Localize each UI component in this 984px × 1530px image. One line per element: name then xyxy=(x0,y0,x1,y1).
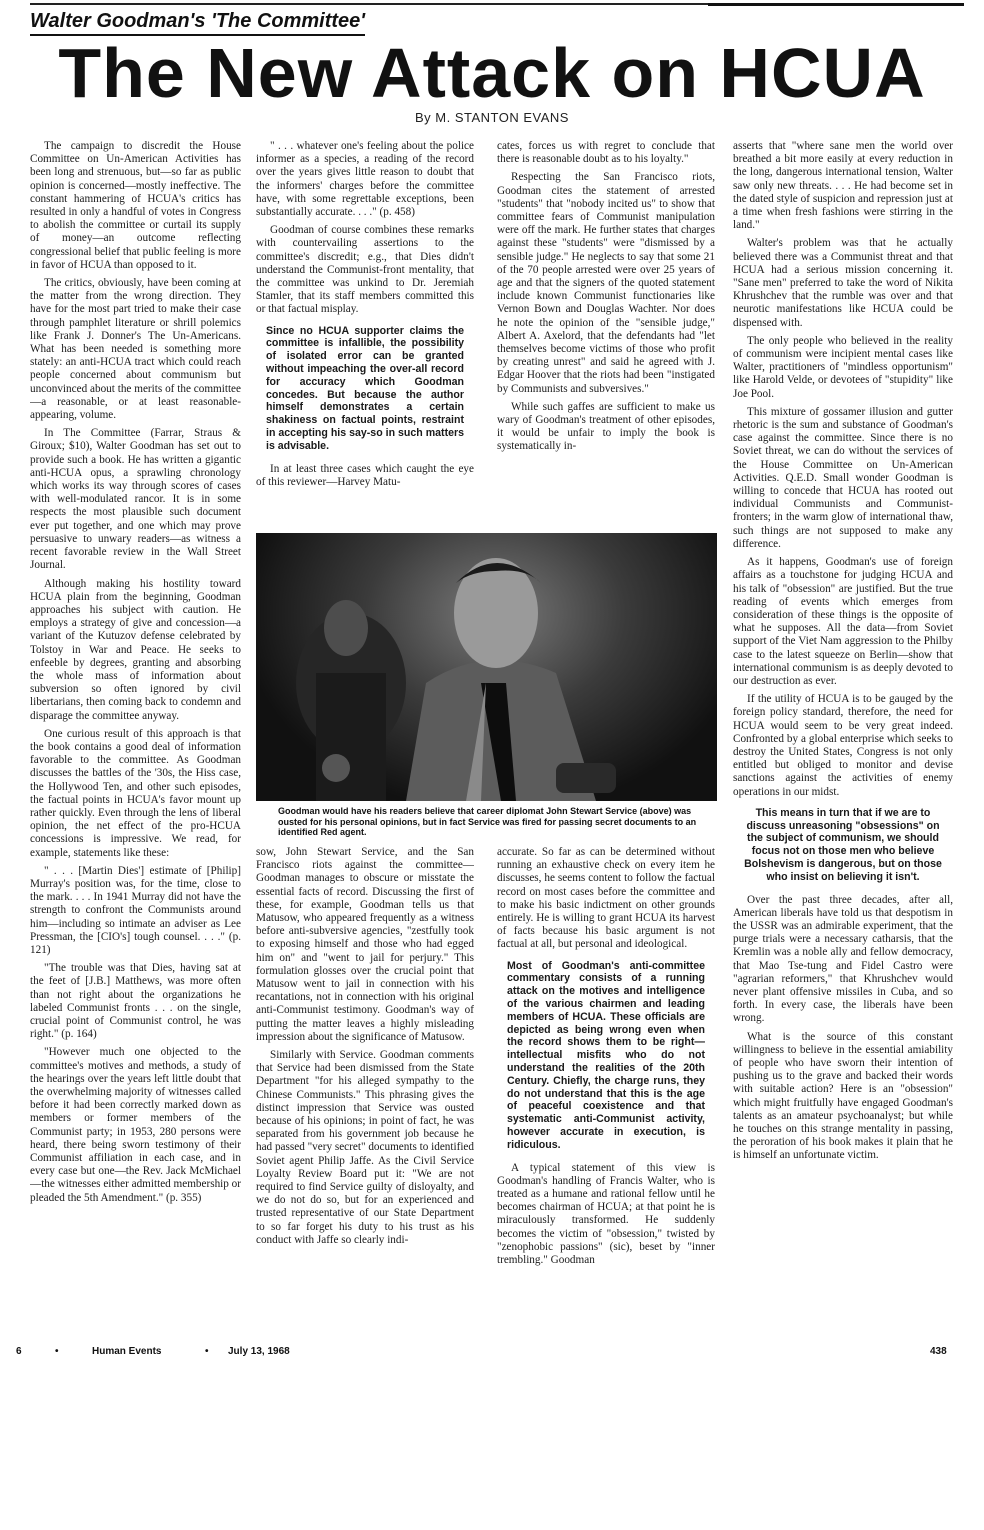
page-title: The New Attack on HCUA xyxy=(58,34,926,112)
paragraph: sow, John Stewart Service, and the San Francisco riots against the committee—Goodman manages to obscure or misstate the essential facts of record. Discussing the first of these, for example, Goodman tells us that Matusow, who appeared frequently as a witness before anti-subversive agencies, "zestfully took to exposing himself and those who had egged him on" and "went to jail for perjury." This formulation glosses over the crucial point that Matusow went to jail in connection with his recantations, not in connection with his original anti-Communist testimony. Goodman's way of putting the matter leaves a highly misleading impression about the significance of Matusow. xyxy=(256,846,474,1043)
footer-bullet: • xyxy=(55,1346,59,1357)
column-2-bottom xyxy=(256,846,474,1330)
column-4 xyxy=(733,140,953,1330)
paragraph: accurate. So far as can be determined without running an exhaustive check on every item he discusses, he seems content to follow the factual record on most cases before the committee and to make his basic indictment on other grounds entirely. He is willing to grant HCUA its harvest of facts because his basic argument is not factual at all, but personal and ideological. xyxy=(497,846,715,951)
paragraph: While such gaffes are sufficient to make us wary of Goodman's treatment of other episodes, it would be unfair to imply the book is systematically in- xyxy=(497,400,715,453)
quote-paragraph: "The trouble was that Dies, having sat at the feet of [J.B.] Matthews, was more often than not right about the organizations he labeled Communist fronts . . . on the single, crucial point of Communist control, he was right." (p. 164) xyxy=(30,962,241,1041)
column-1 xyxy=(30,140,241,1330)
paragraph: asserts that "where sane men the world over breathed a bit more easily at every reduction in the long, dangerous international tension, Walter saw only new threats. . . . He had become set in the dated style of suspicion and repression just at a time when fresh fashions were stirring in the land." xyxy=(733,140,953,232)
pull-quote: This means in turn that if we are to discuss unreasoning "obsessions" on the subject of communism, we should focus not on those men who believe Bolshevism is dangerous, but on those who insist on believing it isn't. xyxy=(744,806,942,883)
page-number-left: 6 xyxy=(16,1346,22,1357)
paragraph: If the utility of HCUA is to be gauged by the foreign policy standard, therefore, the need for HCUA would seem to be very great indeed. Confronted by a global enterprise which seeks to destroy the United States, Congress is not only entitled but obliged to monitor and devise sanctions against the activities of enemy operations in our midst. xyxy=(733,693,953,798)
paragraph: One curious result of this approach is that the book contains a good deal of information favorable to the committee. As Goodman discusses the battles of the '30s, the Hiss case, the Hollywood Ten, and other such episodes, the factual points in HCUA's favor mount up rather quickly. Even through the lens of liberal opinion, the net effect of the pro-HCUA concessions is impressive. We read, for example, statements like these: xyxy=(30,727,241,859)
top-rule-accent xyxy=(708,3,964,6)
footer-bullet: • xyxy=(205,1346,209,1357)
paragraph: This mixture of gossamer illusion and gutter rhetoric is the sum and substance of Goodman's case against the committee. Since there is no Soviet threat, we can do without the services of the House Committee on Un-American Activities. Q.E.D. Small wonder Goodman is willing to concede that HCUA has rooted out individual Communists and Communist-fronters; in the warm glow of international thaw, such things are not supposed to make any difference. xyxy=(733,405,953,550)
quote-paragraph: " . . . [Martin Dies'] estimate of [Philip] Murray's position was, for the time, close to the mark. . . . In 1941 Murray did not have the strength to confront the Communists around him—including so intimate an adviser as Lee Pressman, the [CIO's] tough counsel. . . ." (p. 121) xyxy=(30,864,241,956)
paragraph: Over the past three decades, after all, American liberals have told us that despotism in the USSR was an admirable experiment, that the purge trials were a necessary catharsis, that the Kremlin was a noble ally and fellow democracy, that Mao Tse-tung and Fidel Castro were "agrarian reformers," that Khrushchev would never plant offensive missiles in Cuba, and so forth. In every case, the liberals have been wrong. xyxy=(733,893,953,1025)
section-kicker: Walter Goodman's 'The Committee' xyxy=(30,10,365,36)
paragraph: A typical statement of this view is Goodman's handling of Francis Walter, who is treated as a humane and rational fellow until he becomes chairman of HCUA; at that point he is miraculously transformed. He suddenly becomes the victim of "obsession," twisted by "zenophobic passions" (sic), beset by "inner trembling." Goodman xyxy=(497,1161,715,1266)
paragraph: As it happens, Goodman's use of foreign affairs as a touchstone for judging HCUA and his talk of "obsession" are justified. But the true reading of events which emerges from consideration of these things is the opposite of what he supposes. All the data—from Soviet support of the Viet Nam aggression to the Philby case to the latest squeeze on Berlin—show that international communism is as deeply devoted to our destruction as ever. xyxy=(733,556,953,687)
paragraph: What is the source of this constant willingness to believe in the essential amiability of people who have sworn their intention of pushing us to the grave and backed their words with suitable action? Here is an "obsession" which might fruitfully have engaged Goodman's talents as an amateur psychoanalyst; but while he touches on this strange mentality in passing, the peroration of his book makes it plain that he is himself an unfortunate victim. xyxy=(733,1030,953,1162)
quote-paragraph: "However much one objected to the committee's motives and methods, a study of the hearings over the years left little doubt that the overwhelming majority of witnesses called before it had been correctly marked down as members or former members of the Communist party; in 1953, 280 persons were heard, there being sworn testimony of their Communist affiliation in each case, and in every case but one—the Rev. Jack McMichael—the witnesses either admitted membership or pleaded the 5th Amendment." (p. 355) xyxy=(30,1046,241,1204)
column-3-top xyxy=(497,140,715,530)
paragraph: Although making his hostility toward HCUA plain from the beginning, Goodman approaches his subject with caution. He employs a strategy of give and concession—a variant of the Kutuzov defense celebrated by Tolstoy in War and Peace. He seeks to enfeeble by degrees, granting and absorbing the whole mass of information about subversion so often ignored by civil libertarians, then coming back to condemn and disparage the committee anyway. xyxy=(30,577,241,722)
page-number-right: 438 xyxy=(930,1346,947,1357)
byline: By M. STANTON EVANS xyxy=(415,110,569,125)
issue-date: July 13, 1968 xyxy=(228,1346,290,1357)
paragraph: Similarly with Service. Goodman comments that Service had been dismissed from the State Department "for his alleged sympathy to the Chinese Communists." This phrasing gives the distinct impression that Service was ousted because of his opinions; in point of fact, he was separated from his government job because he had passed "very secret" documents to identified Soviet agent Philip Jaffe. As the Civil Service Loyalty Review Board put it: "We are not required to find Service guilty of disloyalty, and we do not do so, but for an experienced and trusted representative of our State Department to so far forget his duty to his trust as his conduct with Jaffe so clearly indi- xyxy=(256,1049,474,1246)
paragraph: Respecting the San Francisco riots, Goodman cites the statement of arrested "students" that "nobody incited us" to show that committee fears of Communist manipulation were off the mark. He further states that charges against these "students" were "dismissed by a sensible judge." He neglects to say that some 21 of the 70 people arrested were over 25 years of age and that the signers of the quoted statement include known Communist functionaries like Vernon Bown and Douglas Wachter. Nor does he note the opinion of the "sensible judge," Albert A. Axelord, that the defendants had "let themselves become victims of those who profit by creating unrest" and said he agreed with J. Edgar Hoover that the riots had been "instigated by Communists and subversives." xyxy=(497,171,715,395)
photo-caption: Goodman would have his readers believe that career diplomat John Stewart Service (above) was ousted for his personal opinions, but in fact Service was fired for passing secret documents to an identified Red agent. xyxy=(278,806,697,837)
paragraph: Walter's problem was that he actually believed there was a Communist threat and that HCUA had a serious mission concerning it. "Sane men" preferred to take the word of Nikita Khrushchev that the rumble was over and that neurotic manifestations like HCUA could be dispensed with. xyxy=(733,237,953,329)
photo-illustration xyxy=(256,533,717,801)
photo-john-stewart-service xyxy=(256,533,717,801)
column-3-bottom xyxy=(497,846,715,1330)
publication-name: Human Events xyxy=(92,1346,162,1357)
paragraph: The critics, obviously, have been coming at the matter from the wrong direction. They have for the most part tried to make their case through pamphlet literature or shrill polemics like Frank J. Donner's The Un-Americans. What has been needed is something more stately: an anti-HCUA tract which could reach people concerned about communism but unconvinced about the merits of the committee—a reasonable, or at least reasonable-appearing, volume. xyxy=(30,277,241,422)
pull-quote: Most of Goodman's anti-committee commentary consists of a running attack on the motives and intelligence of the various chairmen and leading members of HCUA. These officials are depicted as being wrong even when the record shows them to be right—intellectual misfits who do not understand the realities of the 20th Century. Chiefly, the charge runs, they do not understand that this is the age of peaceful coexistence and that systematic anti-Communist activity, however accurate in execution, is ridiculous. xyxy=(507,959,705,1151)
quote-paragraph: " . . . whatever one's feeling about the police informer as a species, a reading of the record over the years gives little reason to doubt that the informers' charges before the committee have, with some regrettable exceptions, been substantially accurate. . . ." (p. 458) xyxy=(256,140,474,219)
paragraph: In The Committee (Farrar, Straus & Giroux; $10), Walter Goodman has set out to provide such a book. He has written a gigantic anti-HCUA opus, a sprawling chronology which works its way through scores of cases with well-modulated rancor. It is in some respects the most plausible such document ever put together, and one which may prove persuasive to unwary readers—as witness a recent favorable review in the Wall Street Journal. xyxy=(30,427,241,572)
paragraph: The only people who believed in the reality of communism were incipient mental cases like Walter, practitioners of "mindless opportunism" like Harold Velde, or devotees of "stupidity" like Joe Pool. xyxy=(733,334,953,400)
pull-quote: Since no HCUA supporter claims the committee is infallible, the possibility of isolated error can be granted without impeaching the over-all record for accuracy which Goodman concedes. But because the author himself demonstrates a certain shakiness on factual points, restraint in accepting his say-so in such matters is advisable. xyxy=(266,324,464,452)
paragraph: In at least three cases which caught the eye of this reviewer—Harvey Matu- xyxy=(256,462,474,488)
paragraph: The campaign to discredit the House Committee on Un-American Activities has been long and strenuous, but—so far as public opinion is concerned—mostly ineffective. The constant hammering of HCUA's critics has resulted in only a handful of votes in Congress to abolish the committee or curtail its supply of money—an outcome reflecting congressional belief that public feeling is more in favor of HCUA than opposed to it. xyxy=(30,140,241,271)
paragraph: Goodman of course combines these remarks with countervailing assertions to the committee's discredit; e.g., that Dies didn't understand the Communist-front mentality, that the committee was unkind to Dr. Jeremiah Stamler, that its staff members committed this or that factual misplay. xyxy=(256,224,474,316)
column-2-top xyxy=(256,140,474,530)
paragraph: cates, forces us with regret to conclude that there is reasonable doubt as to his loyalty." xyxy=(497,140,715,166)
